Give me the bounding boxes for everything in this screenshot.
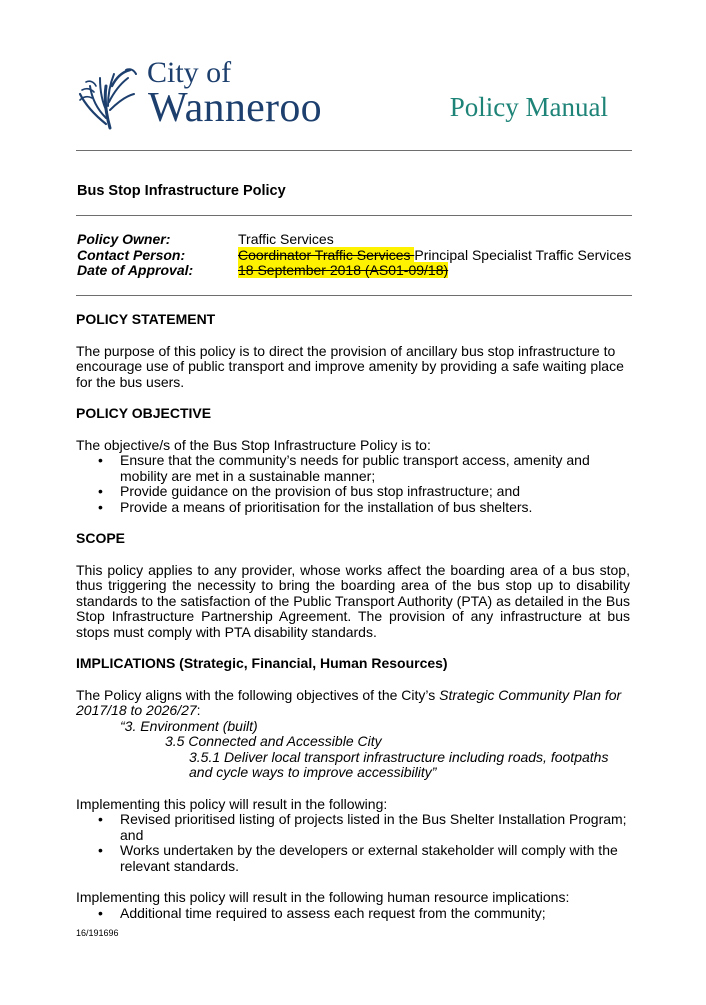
logo-name-text: Wanneroo (148, 85, 322, 131)
implications-intro-text: The Policy aligns with the following objectives of the City’s (76, 686, 440, 703)
list-item-text: Works undertaken by the developers or external stakeholder will comply with the relevant standards. (120, 842, 618, 874)
result-intro: Implementing this policy will result in the following: (76, 795, 388, 812)
list-item-text: Provide guidance on the provision of bus stop infrastructure; and (120, 483, 521, 499)
policy-body (76, 312, 630, 937)
owner-value: Traffic Services (238, 231, 334, 247)
list-item-text: Ensure that the community’s needs for public transport access, amenity and mobility are met in a sustainable manner; (120, 452, 590, 484)
bullet-icon: • (98, 811, 103, 827)
meta-divider (76, 295, 632, 296)
contact-values (238, 248, 631, 264)
contact-label: Contact Person: (77, 246, 186, 263)
statement-text: The purpose of this policy is to direct the provision of ancillary bus stop infrastructure to encourage use of public transport and improve amenity by providing a safe waiting place for the bus users. (76, 342, 624, 390)
objective-list (76, 453, 630, 515)
bullet-icon: • (98, 483, 103, 499)
approval-label: Date of Approval: (77, 262, 194, 278)
owner-label: Policy Owner: (77, 231, 171, 247)
manual-title: Policy Manual (449, 92, 608, 122)
list-item (76, 484, 630, 500)
bullet-icon: • (98, 452, 103, 468)
list-item-text: Revised prioritised listing of projects listed in the Bus Shelter Installation Program; and (120, 811, 627, 843)
strategic-plan-name: Strategic Community Plan for 2017/18 to 2026/27 (76, 686, 622, 718)
document-id: 16/191696 (76, 928, 119, 938)
title-divider (76, 215, 632, 216)
list-item (76, 812, 630, 843)
statement-heading: POLICY STATEMENT (76, 311, 216, 327)
result-list (76, 812, 630, 874)
scope-heading: SCOPE (76, 530, 126, 546)
list-item (76, 906, 630, 922)
policy-title: Bus Stop Infrastructure Policy (77, 183, 286, 199)
logo-city-text: City of (147, 56, 232, 89)
scope-text: This policy applies to any provider, whose works affect the boarding area of a bus stop, thus triggering the necessity to bring the boarding area of the bus stop up to disability standards to the satisfaction of the Public Transport Authority (PTA) as detailed in the Bus Stop Infrastructure Partnership Agreement. The provision of any infrastructure at bus stops must comply with PTA disability standards. (76, 561, 630, 640)
bullet-icon: • (98, 842, 103, 858)
bullet-icon: • (98, 904, 103, 921)
hr-intro: Implementing this policy will result in the following human resource implications: (76, 889, 570, 905)
header-divider (76, 150, 632, 151)
approval-values (238, 263, 448, 279)
city-logo (76, 56, 326, 134)
quote-line-2: 3.5 Connected and Accessible City (165, 733, 382, 749)
quote-line-1: “3. Environment (built) (120, 717, 258, 734)
quote-line-3: 3.5.1 Deliver local transport infrastructure including roads, footpaths and cycle ways to improve accessibility” (189, 748, 609, 780)
list-item (76, 500, 630, 516)
list-item-text: Provide a means of prioritisation for the installation of bus shelters. (120, 498, 533, 515)
contact-struck-text: Coordinator Traffic Services (238, 246, 415, 263)
implications-intro (76, 688, 630, 719)
contact-value: Principal Specialist Traffic Services (414, 246, 632, 263)
objective-intro: The objective/s of the Bus Stop Infrastructure Policy is to: (76, 436, 431, 453)
hr-list (76, 906, 630, 922)
list-item (76, 843, 630, 874)
wanneroo-logo-icon (76, 66, 140, 132)
implications-heading: IMPLICATIONS (Strategic, Financial, Human Resources) (76, 655, 448, 671)
list-item-text: Additional time required to assess each request from the community; (120, 904, 546, 921)
bullet-icon: • (98, 498, 103, 515)
implications-colon: : (196, 702, 201, 718)
list-item (76, 453, 630, 484)
approval-struck-text: 18 September 2018 (AS01-09/18) (238, 262, 449, 278)
objective-heading: POLICY OBJECTIVE (76, 405, 212, 421)
